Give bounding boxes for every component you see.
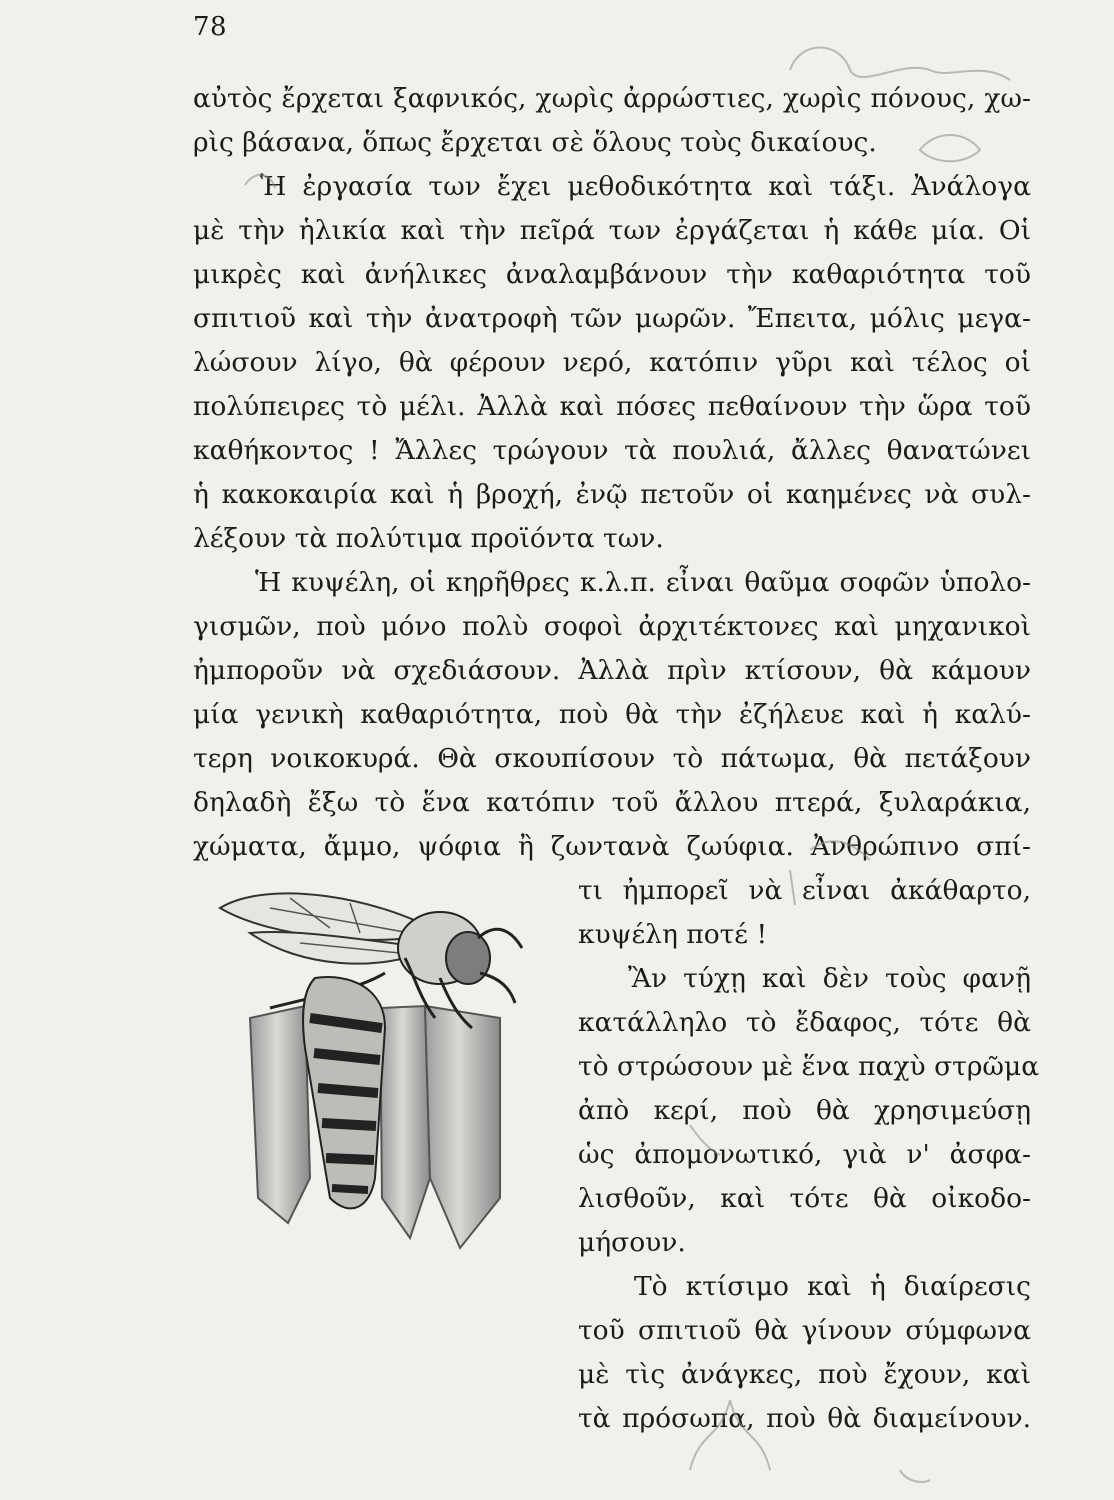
text-line: λώσουν λίγο, θὰ φέρουν νερό, κατόπιν γῦρι καὶ τέλος οἱ (193, 347, 1031, 378)
text-line: μικρὲς καὶ ἀνήλικες ἀναλαμβάνουν τὴν καθαριότητα τοῦ (193, 259, 1031, 290)
text-line: πολύπειρες τὸ μέλι. Ἀλλὰ καὶ πόσες πεθαίνουν τὴν ὥρα τοῦ (193, 391, 1031, 422)
text-line: Ἂν τύχῃ καὶ δὲν τοὺς φανῇ (628, 963, 1031, 994)
text-line: τερη νοικοκυρά. Θὰ σκουπίσουν τὸ πάτωμα, θὰ πετάξουν (193, 743, 1031, 774)
text-line: χώματα, ἄμμο, ψόφια ἢ ζωντανὰ ζωύφια. Ἀνθρώπινο σπί- (193, 831, 1031, 862)
text-line: λέξουν τὰ πολύτιμα προϊόντα των. (193, 523, 664, 554)
text-line: μήσουν. (578, 1227, 686, 1258)
text-line: τι ἠμπορεῖ νὰ εἶναι ἀκάθαρτο, (578, 875, 1031, 906)
text-line: μὲ τὶς ἀνάγκες, ποὺ ἔχουν, καὶ (578, 1359, 1031, 1390)
text-line: δηλαδὴ ἔξω τὸ ἕνα κατόπιν τοῦ ἄλλου πτερά, ξυλαράκια, (193, 787, 1031, 818)
text-line: αὐτὸς ἔρχεται ξαφνικός, χωρὶς ἀρρώστιες, χωρὶς πόνους, χω- (193, 83, 1031, 114)
text-line: λισθοῦν, καὶ τότε θὰ οἰκοδο- (578, 1183, 1031, 1214)
text-line: ἀπὸ κερί, ποὺ θὰ χρησιμεύσῃ (578, 1095, 1031, 1126)
text-line: Ἡ κυψέλη, οἱ κηρῆθρες κ.λ.π. εἶναι θαῦμα σοφῶν ὑπολο- (255, 567, 1031, 598)
text-line: Ἡ ἐργασία των ἔχει μεθοδικότητα καὶ τάξι. Ἀνάλογα (260, 171, 1031, 202)
text-line: ἡ κακοκαιρία καὶ ἡ βροχή, ἐνῷ πετοῦν οἱ καημένες νὰ συλ- (193, 479, 1031, 510)
text-line: Τὸ κτίσιμο καὶ ἡ διαίρεσις (634, 1271, 1031, 1302)
text-line: ἠμποροῦν νὰ σχεδιάσουν. Ἀλλὰ πρὶν κτίσουν, θὰ κάμουν (193, 655, 1031, 686)
text-line: γισμῶν, ποὺ μόνο πολὺ σοφοὶ ἀρχιτέκτονες καὶ μηχανικοὶ (193, 611, 1031, 642)
bee-illustration (210, 878, 566, 1270)
text-line: κυψέλη ποτέ ! (578, 919, 768, 950)
text-line: κατάλληλο τὸ ἔδαφος, τότε θὰ (578, 1007, 1031, 1038)
text-line: ρὶς βάσανα, ὅπως ἔρχεται σὲ ὅλους τοὺς δικαίους. (193, 127, 877, 158)
text-line: τὰ πρόσωπα, ποὺ θὰ διαμείνουν. (578, 1403, 1031, 1434)
bee-abdomen (303, 977, 385, 1208)
text-line: τὸ στρώσουν μὲ ἕνα παχὺ στρῶμα (578, 1051, 1040, 1082)
text-line: τοῦ σπιτιοῦ θὰ γίνουν σύμφωνα (578, 1315, 1031, 1346)
text-line: ὡς ἀπομονωτικό, γιὰ ν' ἀσφα- (578, 1139, 1031, 1170)
text-line: σπιτιοῦ καὶ τὴν ἀνατροφὴ τῶν μωρῶν. Ἔπειτα, μόλις μεγα- (193, 303, 1031, 334)
text-line: καθήκοντος ! Ἄλλες τρώγουν τὰ πουλιά, ἄλλες θανατώνει (193, 435, 1031, 466)
page-number: 78 (193, 12, 228, 42)
text-line: μὲ τὴν ἡλικία καὶ τὴν πεῖρά των ἐργάζεται ἡ κάθε μία. Οἱ (193, 215, 1031, 246)
text-line: μία γενικὴ καθαριότητα, ποὺ θὰ τὴν ἐζήλευε καὶ ἡ καλύ- (193, 699, 1031, 730)
